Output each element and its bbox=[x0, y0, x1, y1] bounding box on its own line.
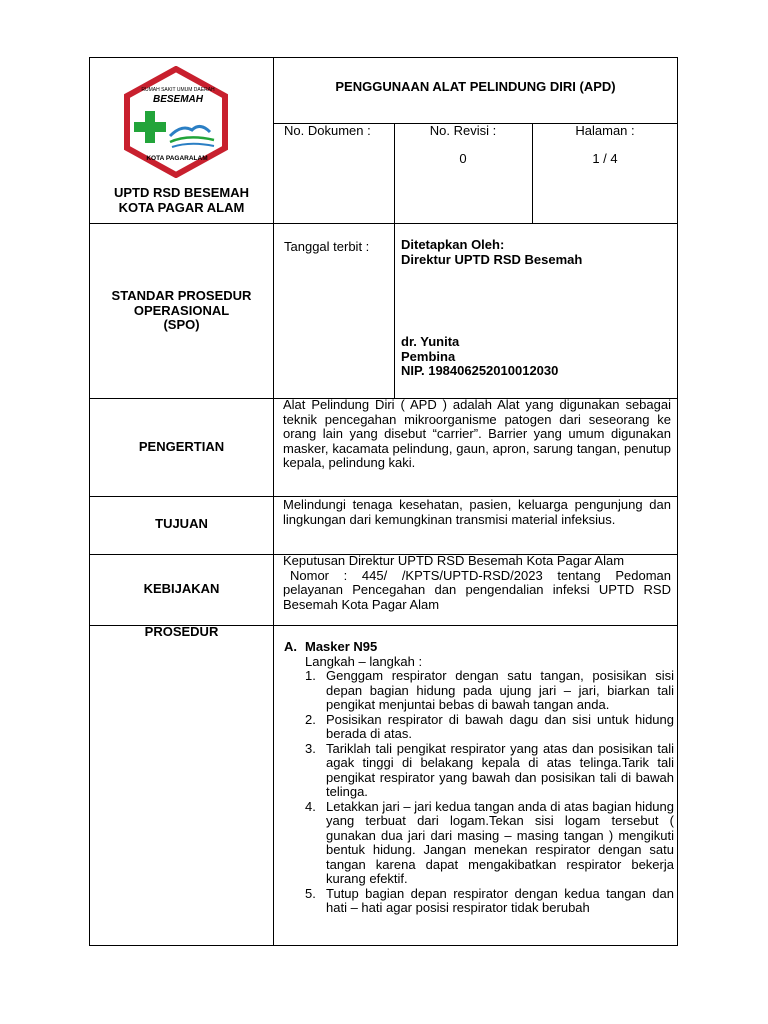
prosedur-heading-text: Masker N95 bbox=[305, 639, 378, 654]
prosedur-content bbox=[284, 640, 674, 916]
prosedur-step bbox=[305, 742, 674, 800]
prosedur-heading-letter: A. bbox=[284, 639, 297, 654]
pengertian-label: PENGERTIAN bbox=[138, 439, 225, 454]
halaman-value: 1 / 4 bbox=[592, 151, 618, 166]
prosedur-heading bbox=[284, 640, 674, 655]
spo-title: STANDAR PROSEDUR OPERASIONAL (SPO) bbox=[111, 288, 252, 332]
prosedur-steps bbox=[284, 669, 674, 916]
kebijakan-text bbox=[283, 554, 671, 612]
tujuan-text: Melindungi tenaga kesehatan, pasien, keluarga pengunjung dan lingkungan dari kemungkinan transmisi material infeksius. bbox=[283, 497, 671, 527]
logo-city: KOTA PAGARALAM bbox=[146, 155, 208, 162]
step-text: Posisikan respirator di bawah dagu dan sisi untuk hidung berada di atas. bbox=[326, 711, 674, 741]
no-revisi-label: No. Revisi : bbox=[429, 123, 497, 138]
step-number: 4. bbox=[305, 798, 316, 814]
signer-block bbox=[401, 335, 558, 379]
column-divider bbox=[273, 58, 274, 945]
ditetapkan-oleh: Ditetapkan Oleh: Direktur UPTD RSD Besemah bbox=[401, 237, 583, 267]
no-revisi-value: 0 bbox=[459, 151, 467, 166]
signer-name: dr. Yunita bbox=[401, 334, 460, 349]
tanggal-terbit-label: Tanggal terbit : bbox=[284, 239, 370, 254]
spo-document bbox=[89, 57, 678, 946]
logo-top-text: RUMAH SAKIT UMUM DAERAH bbox=[141, 87, 215, 93]
prosedur-step bbox=[305, 713, 674, 742]
kebijakan-line2: Nomor : 445/ /KPTS/UPTD-RSD/2023 tentang Pedoman pelayanan Pencegahan dan pengendalian infeksi UPTD RSD Besemah Kota Pagar Alam bbox=[283, 567, 671, 612]
signer-rank: Pembina bbox=[401, 348, 456, 364]
step-text: Letakkan jari – jari kedua tangan anda di atas bagian hidung yang terbuat dari logam.Tekan sisi logam tersebut ( gunakan dua jari dari masing – masing tangan ) mengikuti bentuk hidung. Jangan menekan respirator dengan satu tangan karena dapat mengakibatkan respirator bekerja kurang efektif. bbox=[326, 798, 674, 886]
prosedur-step bbox=[305, 887, 674, 916]
prosedur-subheading: Langkah – langkah : bbox=[305, 653, 423, 669]
step-text: Tariklah tali pengikat respirator yang atas dan posisikan tali agak tinggi di belakang kepala di atas telinga.Tarik tali pengikat respirator yang bawah dan posisikan tali di bawah telinga. bbox=[326, 740, 674, 799]
prosedur-step bbox=[305, 669, 674, 713]
step-number: 1. bbox=[305, 668, 316, 683]
halaman-label: Halaman : bbox=[575, 123, 635, 138]
signer-nip: NIP. 198406252010012030 bbox=[401, 363, 559, 378]
document-title: PENGGUNAAN ALAT PELINDUNG DIRI (APD) bbox=[335, 79, 616, 94]
prosedur-label: PROSEDUR bbox=[144, 624, 219, 639]
column-divider bbox=[394, 223, 395, 398]
step-number: 2. bbox=[305, 711, 316, 727]
step-text: Tutup bagian depan respirator dengan kedua tangan dan hati – hati agar posisi respirator tidak berubah bbox=[326, 885, 674, 915]
no-dokumen-label: No. Dokumen : bbox=[284, 123, 371, 138]
kebijakan-line1: Keputusan Direktur UPTD RSD Besemah Kota Pagar Alam bbox=[283, 553, 625, 568]
hospital-logo bbox=[120, 66, 232, 178]
pengertian-text: Alat Pelindung Diri ( APD ) adalah Alat yang digunakan sebagai teknik pencegahan mikroorganisme patogen dari seseorang ke orang lain yang disebut “carrier”. Barrier yang umum digunakan masker, kacamata pelindung, gaun, apron, sarung tangan, penutup kepala, pelindung kaki. bbox=[283, 397, 671, 470]
tujuan-label: TUJUAN bbox=[155, 516, 208, 531]
row-divider bbox=[90, 223, 678, 224]
logo-name: BESEMAH bbox=[152, 94, 204, 105]
step-text: Genggam respirator dengan satu tangan, posisikan sisi depan bagian hidung pada ujung jari – jari, biarkan tali pengikat menjuntai bebas di bawah tangan anda. bbox=[326, 668, 674, 712]
step-number: 5. bbox=[305, 885, 316, 901]
step-number: 3. bbox=[305, 740, 316, 756]
kebijakan-label: KEBIJAKAN bbox=[143, 581, 220, 596]
prosedur-step bbox=[305, 800, 674, 887]
hospital-name: UPTD RSD BESEMAH KOTA PAGAR ALAM bbox=[113, 185, 250, 215]
